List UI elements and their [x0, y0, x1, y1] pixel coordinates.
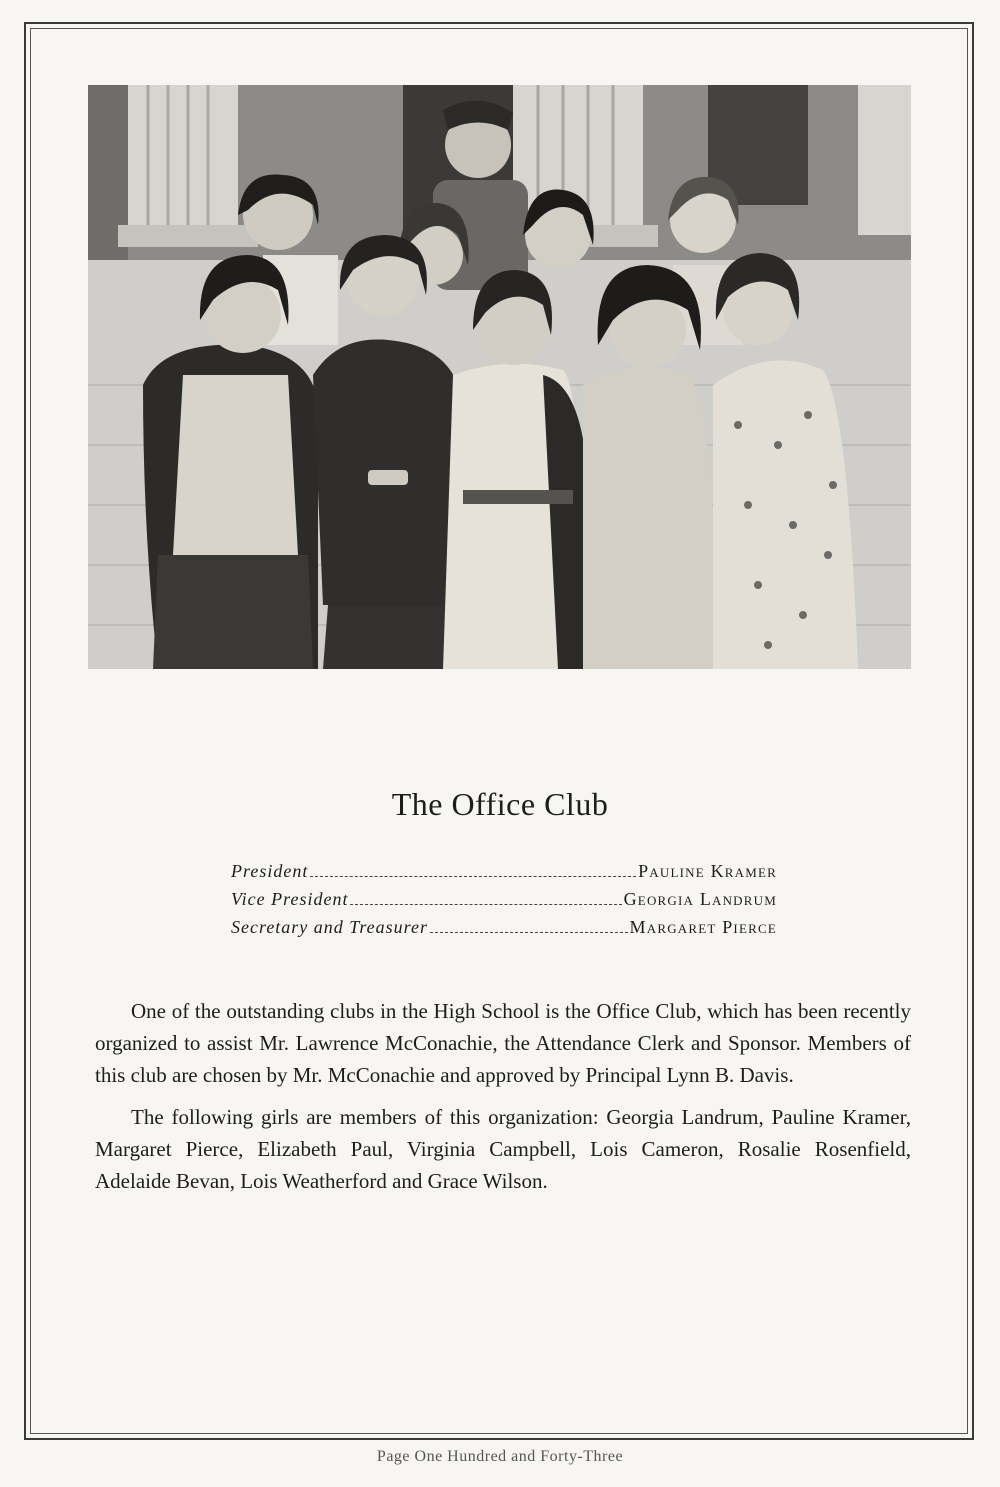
officer-name: Pauline Kramer	[638, 861, 777, 881]
officer-role: Secretary and Treasurer	[231, 917, 428, 937]
officer-role: President	[231, 861, 309, 881]
article-body	[95, 995, 911, 1207]
page-title: The Office Club	[391, 786, 609, 822]
officers-list	[231, 861, 777, 945]
dotted-leader	[310, 876, 636, 877]
page-number: Page One Hundred and Forty-Three	[376, 1448, 624, 1465]
officer-row-president	[231, 861, 777, 889]
paragraph-members: The following girls are members of this organization: Georgia Landrum, Pauline Kramer, Margaret Pierce, Elizabeth Paul, Virginia Campbell, Lois Cameron, Rosalie Rosenfield, Adelaide Bevan, Lois Weatherford and Grace Wilson.	[95, 1105, 911, 1193]
officer-role: Vice President	[231, 889, 349, 909]
officer-name: Georgia Landrum	[623, 889, 777, 909]
group-photo	[88, 85, 911, 669]
officer-row-secretary-treasurer	[231, 917, 777, 945]
paragraph-intro: One of the outstanding clubs in the High School is the Office Club, which has been recently organized to assist Mr. Lawrence McConachie, the Attendance Clerk and Sponsor. Members of this club are chosen by Mr. McConachie and approved by Principal Lynn B. Davis.	[95, 999, 911, 1087]
officer-row-vice-president	[231, 889, 777, 917]
dotted-leader	[430, 932, 628, 933]
dotted-leader	[350, 904, 621, 905]
officer-name: Margaret Pierce	[629, 917, 777, 937]
